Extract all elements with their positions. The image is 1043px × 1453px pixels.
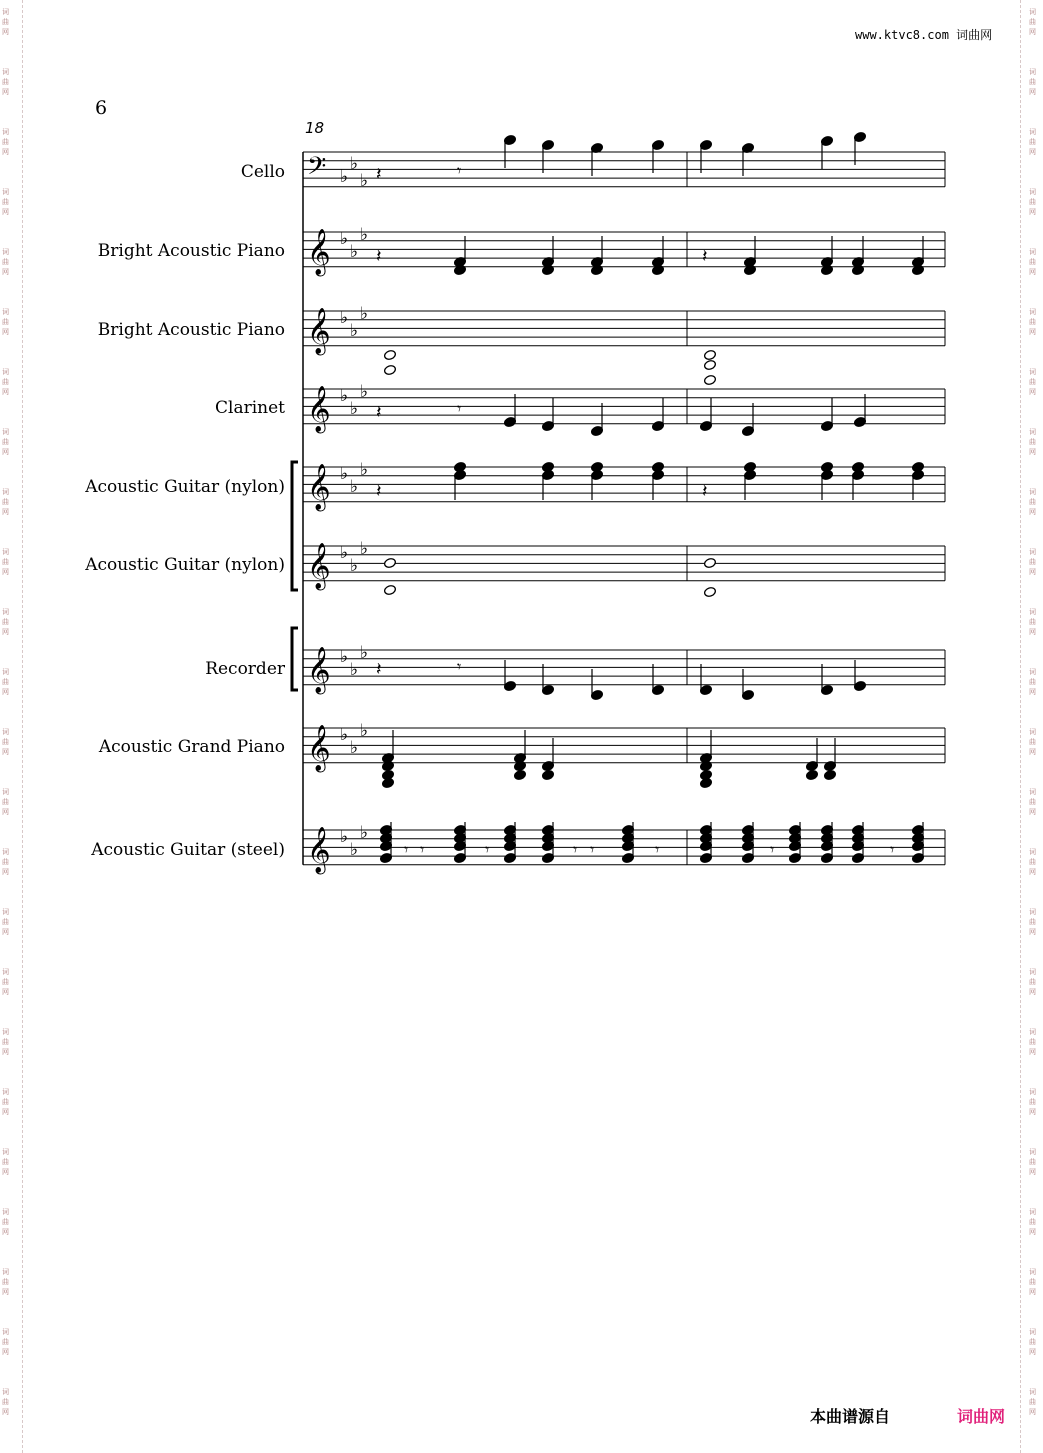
eighth-rest-icon: 𝄾 [404, 840, 409, 859]
note-head [699, 760, 712, 771]
watermark-glyph: 曲 [1029, 978, 1036, 986]
flat-sign-icon: ♭ [340, 229, 349, 249]
watermark-glyph: 词 [2, 608, 9, 616]
watermark-glyph: 曲 [1029, 138, 1036, 146]
watermark-glyph: 曲 [1029, 1038, 1036, 1046]
instrument-label-grand-piano: Acoustic Grand Piano [98, 737, 285, 757]
flat-sign-icon: ♭ [360, 304, 369, 324]
watermark-glyph: 曲 [2, 558, 9, 566]
note-head [590, 264, 603, 275]
flat-sign-icon: ♭ [340, 543, 349, 563]
note-head [513, 760, 526, 771]
watermark-glyph: 网 [2, 328, 9, 336]
watermark-glyph: 曲 [2, 318, 9, 326]
watermark-glyph: 词 [2, 848, 9, 856]
note-head [699, 777, 712, 788]
watermark-glyph: 网 [2, 808, 9, 816]
flat-sign-icon: ♭ [350, 840, 359, 860]
rest-icon: 𝄽 [376, 164, 382, 185]
watermark-glyph: 网 [2, 1048, 9, 1056]
watermark-glyph: 曲 [1029, 1398, 1036, 1406]
watermark-glyph: 网 [2, 448, 9, 456]
eighth-rest-icon: 𝄾 [457, 399, 462, 418]
eighth-rest-icon: 𝄾 [457, 657, 462, 676]
watermark-glyph: 曲 [1029, 498, 1036, 506]
flat-sign-icon: ♭ [340, 725, 349, 745]
note-head [651, 264, 664, 275]
group-bracket [292, 462, 298, 590]
watermark-glyph: 网 [1029, 748, 1036, 756]
flat-sign-icon: ♭ [350, 556, 359, 576]
note-head [541, 769, 554, 780]
flat-sign-icon: ♭ [350, 660, 359, 680]
treble-clef-icon: 𝄞 [307, 725, 331, 771]
watermark-glyph: 曲 [1029, 1278, 1036, 1286]
eighth-rest-icon: 𝄾 [420, 840, 425, 859]
watermark-glyph: 网 [2, 88, 9, 96]
watermark-glyph: 曲 [2, 258, 9, 266]
watermark-glyph: 网 [1029, 1048, 1036, 1056]
watermark-glyph: 词 [1029, 728, 1036, 736]
watermark-glyph: 词 [2, 1208, 9, 1216]
watermark-glyph: 曲 [2, 1038, 9, 1046]
watermark-glyph: 词 [1029, 248, 1036, 256]
watermark-glyph: 曲 [2, 798, 9, 806]
watermark-glyph: 词 [2, 728, 9, 736]
watermark-glyph: 曲 [2, 618, 9, 626]
watermark-glyph: 网 [1029, 868, 1036, 876]
watermark-glyph: 曲 [2, 198, 9, 206]
watermark-glyph: 网 [2, 208, 9, 216]
flat-sign-icon: ♭ [340, 167, 349, 187]
note-head [911, 264, 924, 275]
watermark-glyph: 词 [2, 368, 9, 376]
watermark-glyph: 曲 [1029, 198, 1036, 206]
watermark-glyph: 网 [1029, 1108, 1036, 1116]
watermark-glyph: 词 [2, 1268, 9, 1276]
watermark-glyph: 曲 [2, 1398, 9, 1406]
watermark-glyph: 词 [1029, 68, 1036, 76]
watermark-glyph: 曲 [2, 978, 9, 986]
watermark-glyph: 词 [1029, 1088, 1036, 1096]
eighth-rest-icon: 𝄾 [890, 840, 895, 859]
watermark-glyph: 曲 [2, 498, 9, 506]
flat-sign-icon: ♭ [340, 308, 349, 328]
watermark-glyph: 网 [1029, 208, 1036, 216]
watermark-glyph: 曲 [1029, 378, 1036, 386]
rest-icon: 𝄽 [376, 481, 382, 502]
watermark-glyph: 网 [1029, 148, 1036, 156]
note-head [703, 586, 716, 597]
watermark-glyph: 曲 [1029, 678, 1036, 686]
note-head [805, 769, 818, 780]
watermark-glyph: 曲 [1029, 18, 1036, 26]
treble-clef-icon: 𝄞 [307, 464, 331, 510]
watermark-glyph: 词 [2, 1388, 9, 1396]
eighth-rest-icon: 𝄾 [573, 840, 578, 859]
watermark-glyph: 网 [2, 268, 9, 276]
watermark-glyph: 词 [1029, 1328, 1036, 1336]
watermark-glyph: 曲 [2, 1098, 9, 1106]
watermark-glyph: 曲 [2, 678, 9, 686]
watermark-glyph: 词 [1029, 548, 1036, 556]
watermark-glyph: 曲 [1029, 258, 1036, 266]
note-head [703, 349, 716, 360]
note-head [383, 584, 396, 595]
instrument-label-clarinet: Clarinet [215, 398, 285, 418]
flat-sign-icon: ♭ [340, 464, 349, 484]
watermark-glyph: 网 [1029, 1168, 1036, 1176]
watermark-glyph: 网 [1029, 28, 1036, 36]
watermark-glyph: 词 [1029, 308, 1036, 316]
watermark-glyph: 曲 [1029, 318, 1036, 326]
watermark-glyph: 词 [2, 488, 9, 496]
watermark-glyph: 网 [2, 1288, 9, 1296]
footer-source-site[interactable]: 词曲网 [957, 1407, 1006, 1426]
watermark-glyph: 词 [2, 788, 9, 796]
flat-sign-icon: ♭ [340, 827, 349, 847]
watermark-glyph: 词 [2, 8, 9, 16]
watermark-glyph: 网 [2, 988, 9, 996]
treble-clef-icon: 𝄞 [307, 827, 331, 873]
footer-source-label: 本曲谱源自 [810, 1407, 891, 1426]
watermark-glyph: 曲 [1029, 1158, 1036, 1166]
note-head [541, 264, 554, 275]
watermark-glyph: 曲 [1029, 858, 1036, 866]
watermark-glyph: 网 [1029, 1288, 1036, 1296]
watermark-glyph: 曲 [1029, 558, 1036, 566]
watermark-glyph: 网 [1029, 388, 1036, 396]
watermark-glyph: 网 [1029, 568, 1036, 576]
site-name-text: 词曲网 [956, 28, 993, 42]
watermark-glyph: 曲 [2, 78, 9, 86]
watermark-glyph: 词 [2, 188, 9, 196]
flat-sign-icon: ♭ [350, 399, 359, 419]
watermark-glyph: 词 [1029, 428, 1036, 436]
watermark-glyph: 网 [1029, 928, 1036, 936]
flat-sign-icon: ♭ [350, 321, 359, 341]
note-head [703, 374, 716, 385]
watermark-glyph: 网 [1029, 688, 1036, 696]
watermark-glyph: 词 [2, 308, 9, 316]
watermark-glyph: 网 [2, 508, 9, 516]
rest-icon: 𝄽 [376, 659, 382, 680]
watermark-glyph: 词 [2, 248, 9, 256]
instrument-label-nylon-guitar-2: Acoustic Guitar (nylon) [85, 555, 285, 575]
watermark-glyph: 词 [1029, 908, 1036, 916]
rest-icon: 𝄽 [376, 246, 382, 267]
instrument-label-cello: Cello [240, 162, 285, 182]
rest-icon: 𝄽 [702, 481, 708, 502]
note-head [703, 557, 716, 568]
watermark-glyph: 词 [1029, 968, 1036, 976]
watermark-glyph: 曲 [2, 138, 9, 146]
watermark-glyph: 曲 [1029, 438, 1036, 446]
watermark-glyph: 词 [1029, 1148, 1036, 1156]
watermark-glyph: 网 [2, 1228, 9, 1236]
watermark-glyph: 网 [1029, 448, 1036, 456]
watermark-glyph: 网 [2, 688, 9, 696]
watermark-glyph: 网 [1029, 808, 1036, 816]
watermark-glyph: 词 [1029, 128, 1036, 136]
watermark-glyph: 网 [2, 1108, 9, 1116]
note-head [383, 349, 396, 360]
rest-icon: 𝄽 [376, 402, 382, 423]
watermark-glyph: 曲 [2, 1158, 9, 1166]
flat-sign-icon: ♭ [360, 460, 369, 480]
eighth-rest-icon: 𝄾 [485, 840, 490, 859]
watermark-glyph: 词 [2, 1088, 9, 1096]
watermark-glyph: 词 [2, 1328, 9, 1336]
note-head [820, 264, 833, 275]
watermark-glyph: 曲 [1029, 1338, 1036, 1346]
treble-clef-icon: 𝄞 [307, 308, 331, 354]
flat-sign-icon: ♭ [340, 386, 349, 406]
flat-sign-icon: ♭ [360, 823, 369, 843]
watermark-glyph: 词 [1029, 848, 1036, 856]
eighth-rest-icon: 𝄾 [457, 161, 462, 180]
watermark-glyph: 词 [1029, 368, 1036, 376]
flat-sign-icon: ♭ [340, 647, 349, 667]
page-number: 6 [95, 97, 108, 119]
treble-clef-icon: 𝄞 [307, 386, 331, 432]
watermark-glyph: 网 [1029, 628, 1036, 636]
flat-sign-icon: ♭ [350, 738, 359, 758]
measure-number: 18 [305, 119, 325, 137]
watermark-glyph: 网 [2, 1348, 9, 1356]
eighth-rest-icon: 𝄾 [770, 840, 775, 859]
watermark-glyph: 词 [1029, 1268, 1036, 1276]
watermark-glyph: 曲 [1029, 1098, 1036, 1106]
watermark-glyph: 网 [2, 568, 9, 576]
watermark-glyph: 网 [1029, 328, 1036, 336]
treble-clef-icon: 𝄞 [307, 543, 331, 589]
flat-sign-icon: ♭ [350, 477, 359, 497]
note-head [513, 769, 526, 780]
flat-sign-icon: ♭ [360, 721, 369, 741]
note-head [703, 359, 716, 370]
flat-sign-icon: ♭ [360, 382, 369, 402]
watermark-glyph: 网 [1029, 268, 1036, 276]
note-head [383, 557, 396, 568]
watermark-glyph: 曲 [1029, 1218, 1036, 1226]
instrument-label-recorder: Recorder [205, 659, 285, 679]
watermark-glyph: 网 [2, 928, 9, 936]
flat-sign-icon: ♭ [360, 539, 369, 559]
watermark-glyph: 网 [1029, 1408, 1036, 1416]
watermark-glyph: 网 [1029, 988, 1036, 996]
note-head [381, 760, 394, 771]
rest-icon: 𝄽 [702, 246, 708, 267]
bass-clef-icon: 𝄢 [307, 152, 327, 187]
note-head [743, 264, 756, 275]
watermark-glyph: 网 [2, 388, 9, 396]
watermark-glyph: 网 [2, 148, 9, 156]
instrument-label-steel-guitar: Acoustic Guitar (steel) [91, 840, 285, 860]
watermark-glyph: 曲 [1029, 78, 1036, 86]
watermark-glyph: 网 [2, 1408, 9, 1416]
watermark-glyph: 网 [2, 1168, 9, 1176]
note-head [381, 777, 394, 788]
watermark-glyph: 网 [2, 628, 9, 636]
watermark-glyph: 词 [2, 968, 9, 976]
treble-clef-icon: 𝄞 [307, 229, 331, 275]
watermark-glyph: 词 [1029, 608, 1036, 616]
instrument-label-bright-piano-1: Bright Acoustic Piano [97, 241, 285, 261]
flat-sign-icon: ♭ [360, 643, 369, 663]
watermark-glyph: 曲 [1029, 918, 1036, 926]
watermark-glyph: 词 [1029, 1208, 1036, 1216]
watermark-glyph: 词 [2, 548, 9, 556]
watermark-glyph: 词 [2, 668, 9, 676]
watermark-glyph: 词 [2, 128, 9, 136]
watermark-glyph: 曲 [2, 18, 9, 26]
group-bracket [292, 628, 298, 690]
flat-sign-icon: ♭ [350, 242, 359, 262]
watermark-glyph: 词 [2, 1028, 9, 1036]
watermark-glyph: 曲 [2, 1218, 9, 1226]
watermark-glyph: 曲 [1029, 798, 1036, 806]
watermark-glyph: 词 [1029, 1388, 1036, 1396]
watermark-glyph: 曲 [2, 918, 9, 926]
watermark-glyph: 曲 [2, 1338, 9, 1346]
flat-sign-icon: ♭ [360, 225, 369, 245]
watermark-glyph: 网 [1029, 508, 1036, 516]
note-head [823, 769, 836, 780]
watermark-glyph: 词 [2, 908, 9, 916]
watermark-glyph: 词 [2, 428, 9, 436]
watermark-glyph: 网 [1029, 1228, 1036, 1236]
watermark-glyph: 曲 [1029, 738, 1036, 746]
watermark-glyph: 曲 [1029, 618, 1036, 626]
watermark-glyph: 网 [2, 748, 9, 756]
watermark-glyph: 词 [1029, 788, 1036, 796]
watermark-glyph: 网 [2, 868, 9, 876]
watermark-glyph: 词 [1029, 668, 1036, 676]
watermark-glyph: 曲 [2, 378, 9, 386]
note-head [851, 264, 864, 275]
watermark-glyph: 网 [1029, 1348, 1036, 1356]
watermark-glyph: 词 [2, 1148, 9, 1156]
eighth-rest-icon: 𝄾 [655, 840, 660, 859]
note-head [453, 264, 466, 275]
watermark-glyph: 词 [1029, 1028, 1036, 1036]
watermark-glyph: 曲 [2, 858, 9, 866]
treble-clef-icon: 𝄞 [307, 647, 331, 693]
site-url-text[interactable]: www.ktvc8.com [855, 28, 949, 42]
watermark-glyph: 词 [1029, 8, 1036, 16]
instrument-label-bright-piano-2: Bright Acoustic Piano [97, 320, 285, 340]
instrument-label-nylon-guitar-1: Acoustic Guitar (nylon) [85, 477, 285, 497]
flat-sign-icon: ♭ [360, 171, 369, 191]
watermark-glyph: 词 [1029, 488, 1036, 496]
flat-sign-icon: ♭ [350, 154, 359, 174]
watermark-glyph: 曲 [2, 738, 9, 746]
watermark-glyph: 曲 [2, 438, 9, 446]
watermark-glyph: 网 [1029, 88, 1036, 96]
note-head [383, 364, 396, 375]
watermark-glyph: 曲 [2, 1278, 9, 1286]
eighth-rest-icon: 𝄾 [590, 840, 595, 859]
watermark-glyph: 词 [1029, 188, 1036, 196]
watermark-glyph: 网 [2, 28, 9, 36]
watermark-glyph: 词 [2, 68, 9, 76]
